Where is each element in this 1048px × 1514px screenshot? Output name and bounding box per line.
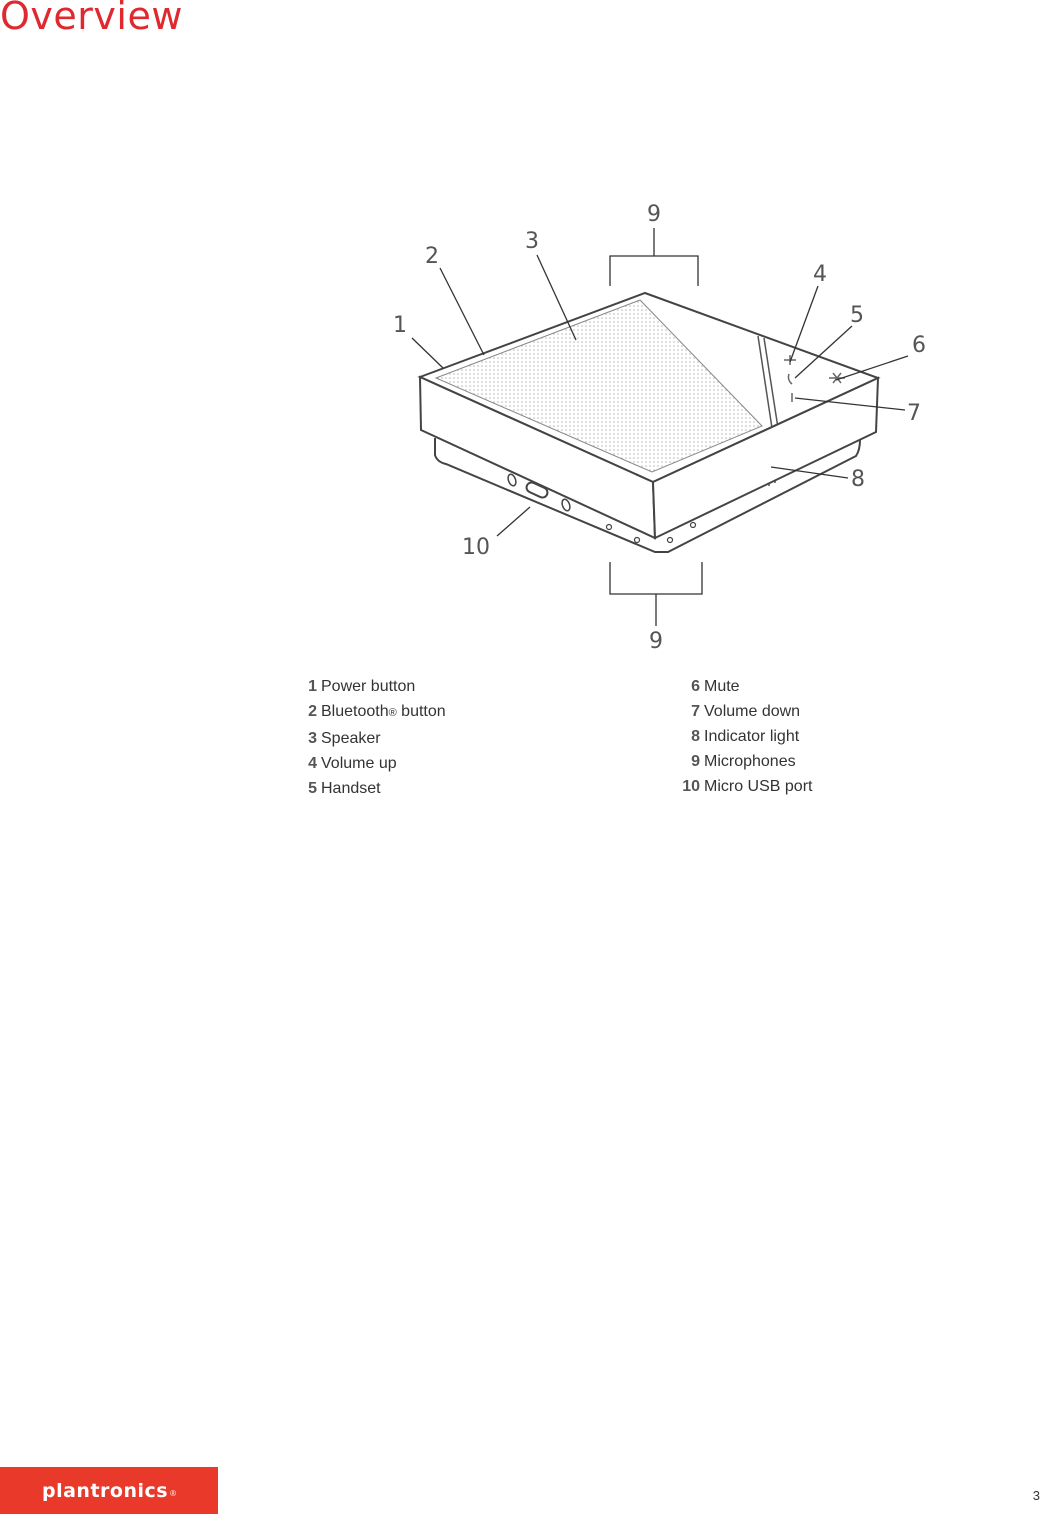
callout-5: 5	[850, 303, 864, 328]
callout-10: 10	[462, 535, 490, 560]
callout-6: 6	[912, 333, 926, 358]
microphone-hole-icon	[635, 538, 640, 543]
callout-8: 8	[851, 467, 865, 492]
callout-1: 1	[393, 313, 407, 338]
callout-4: 4	[813, 262, 827, 287]
microphone-hole-icon	[668, 538, 673, 543]
legend-right	[672, 674, 812, 799]
page-number: 3	[1032, 1488, 1040, 1503]
legend-item: 10 Micro USB port	[682, 778, 813, 795]
callout-9-top: 9	[647, 202, 661, 227]
legend-item: 3 Speaker	[308, 730, 381, 747]
legend-item: 2 Bluetooth ® button	[308, 703, 446, 720]
legend-item: 4 Volume up	[308, 755, 397, 772]
page-title: Overview	[0, 0, 183, 38]
speakerphone-diagram	[0, 0, 1048, 660]
callout-2: 2	[425, 244, 439, 269]
microphone-hole-icon	[691, 523, 696, 528]
plantronics-logo: plantronics ®	[0, 1467, 218, 1514]
callout-9-bottom: 9	[649, 629, 663, 654]
legend-item: 7 Volume down	[691, 703, 801, 720]
legend-item: 5 Handset	[308, 780, 381, 797]
legend-item: 6 Mute	[691, 678, 740, 695]
legend-item: 9 Microphones	[691, 753, 796, 770]
legend-item: 1 Power button	[308, 678, 416, 695]
callout-3: 3	[525, 229, 539, 254]
callout-7: 7	[907, 401, 921, 426]
legend-item: 8 Indicator light	[691, 728, 800, 745]
microphone-hole-icon	[607, 525, 612, 530]
legend-left	[300, 674, 446, 801]
